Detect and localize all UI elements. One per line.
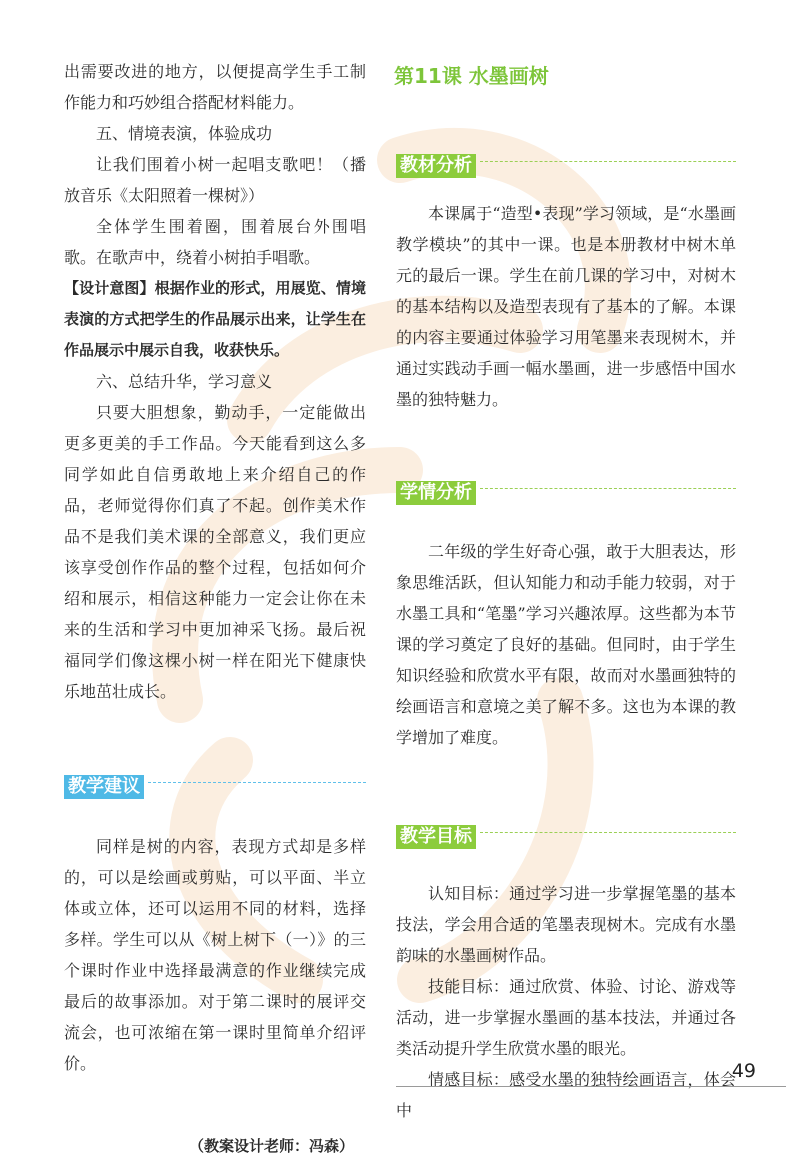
paragraph-suggestion: 同样是树的内容，表现方式却是多样的，可以是绘画或剪贴，可以平面、半立体或立体，还可以运用不同的材料，选择多样。学生可以从《树上树下（一）》的三个课时作业中选择最满意的作业继续完成最后的故事添加。对于第二课时的展评交流会，也可浓缩在第一课时里简单介绍评价。 — [64, 837, 366, 1073]
section-material-analysis — [396, 150, 736, 178]
lesson-title: 第11课 水墨画树 — [394, 64, 549, 88]
section-divider — [480, 488, 736, 489]
section-teaching-suggestion — [64, 771, 366, 799]
section-label: 教材分析 — [396, 154, 476, 178]
goal-cognitive: 认知目标：通过学习进一步掌握笔墨的基本技法，学会用合适的笔墨表现树木。完成有水墨韵味的水墨画树作品。 — [396, 884, 736, 965]
step-five-heading: 五、情境表演，体验成功 — [96, 124, 273, 143]
right-column — [396, 56, 736, 1126]
page-number: 49 — [731, 1060, 756, 1082]
section-label: 学情分析 — [396, 481, 476, 505]
section-divider — [480, 832, 736, 833]
paragraph-song: 让我们围着小树一起唱支歌吧！（播放音乐《太阳照着一棵树》） — [64, 155, 366, 205]
paragraph-summary: 只要大胆想象，勤动手，一定能做出更多更美的手工作品。今天能看到这么多同学如此自信勇敢地上来介绍自己的作品，老师觉得你们真了不起。创作美术作品不是我们美术课的全部意义，我们更应该享受创作作品的整个过程，包括如何介绍和展示，相信这种能力一定会让你在未来的生活和学习中更加神采飞扬。最后祝福同学们像这棵小树一样在阳光下健康快乐地茁壮成长。 — [64, 403, 366, 701]
paragraph-circle: 全体学生围着圈，围着展台外围唱歌。在歌声中，绕着小树拍手唱歌。 — [64, 217, 366, 267]
section-teaching-goals — [396, 821, 736, 849]
design-intent: 【设计意图】根据作业的形式，用展览、情境表演的方式把学生的作品展示出来，让学生在作品展示中展示自我，收获快乐。 — [64, 279, 366, 359]
paragraph-students: 二年级的学生好奇心强，敢于大胆表达，形象思维活跃，但认知能力和动手能力较弱，对于水墨工具和“笔墨”学习兴趣浓厚。这些都为本节课的学习奠定了良好的基础。但同时，由于学生知识经验和欣赏水平有限，故而对水墨画独特的绘画语言和意境之美了解不多。这也为本课的教学增加了难度。 — [396, 542, 736, 747]
step-six-heading: 六、总结升华，学习意义 — [96, 372, 273, 391]
goal-emotion: 情感目标：感受水墨的独特绘画语言，体会中 — [396, 1070, 736, 1120]
designer-signature: （教案设计老师：冯森） — [188, 1137, 354, 1155]
section-divider — [148, 782, 366, 783]
section-label: 教学建议 — [64, 775, 144, 799]
section-student-analysis — [396, 477, 736, 505]
footer-divider — [396, 1086, 786, 1087]
goal-skill: 技能目标：通过欣赏、体验、讨论、游戏等活动，进一步掌握水墨画的基本技法，并通过各类活动提升学生欣赏水墨的眼光。 — [396, 977, 736, 1058]
section-divider — [480, 161, 736, 162]
left-column — [64, 56, 366, 1162]
paragraph-analysis: 本课属于“造型•表现”学习领域，是“水墨画教学模块”的其中一课。也是本册教材中树木单元的最后一课。学生在前几课的学习中，对树木的基本结构以及造型表现有了基本的了解。本课的内容主要通过体验学习用笔墨来表现树木，并通过实践动手画一幅水墨画，进一步感悟中国水墨的独特魅力。 — [396, 204, 736, 409]
section-label: 教学目标 — [396, 825, 476, 849]
paragraph-continuation: 出需要改进的地方，以便提高学生手工制作能力和巧妙组合搭配材料能力。 — [64, 62, 366, 112]
